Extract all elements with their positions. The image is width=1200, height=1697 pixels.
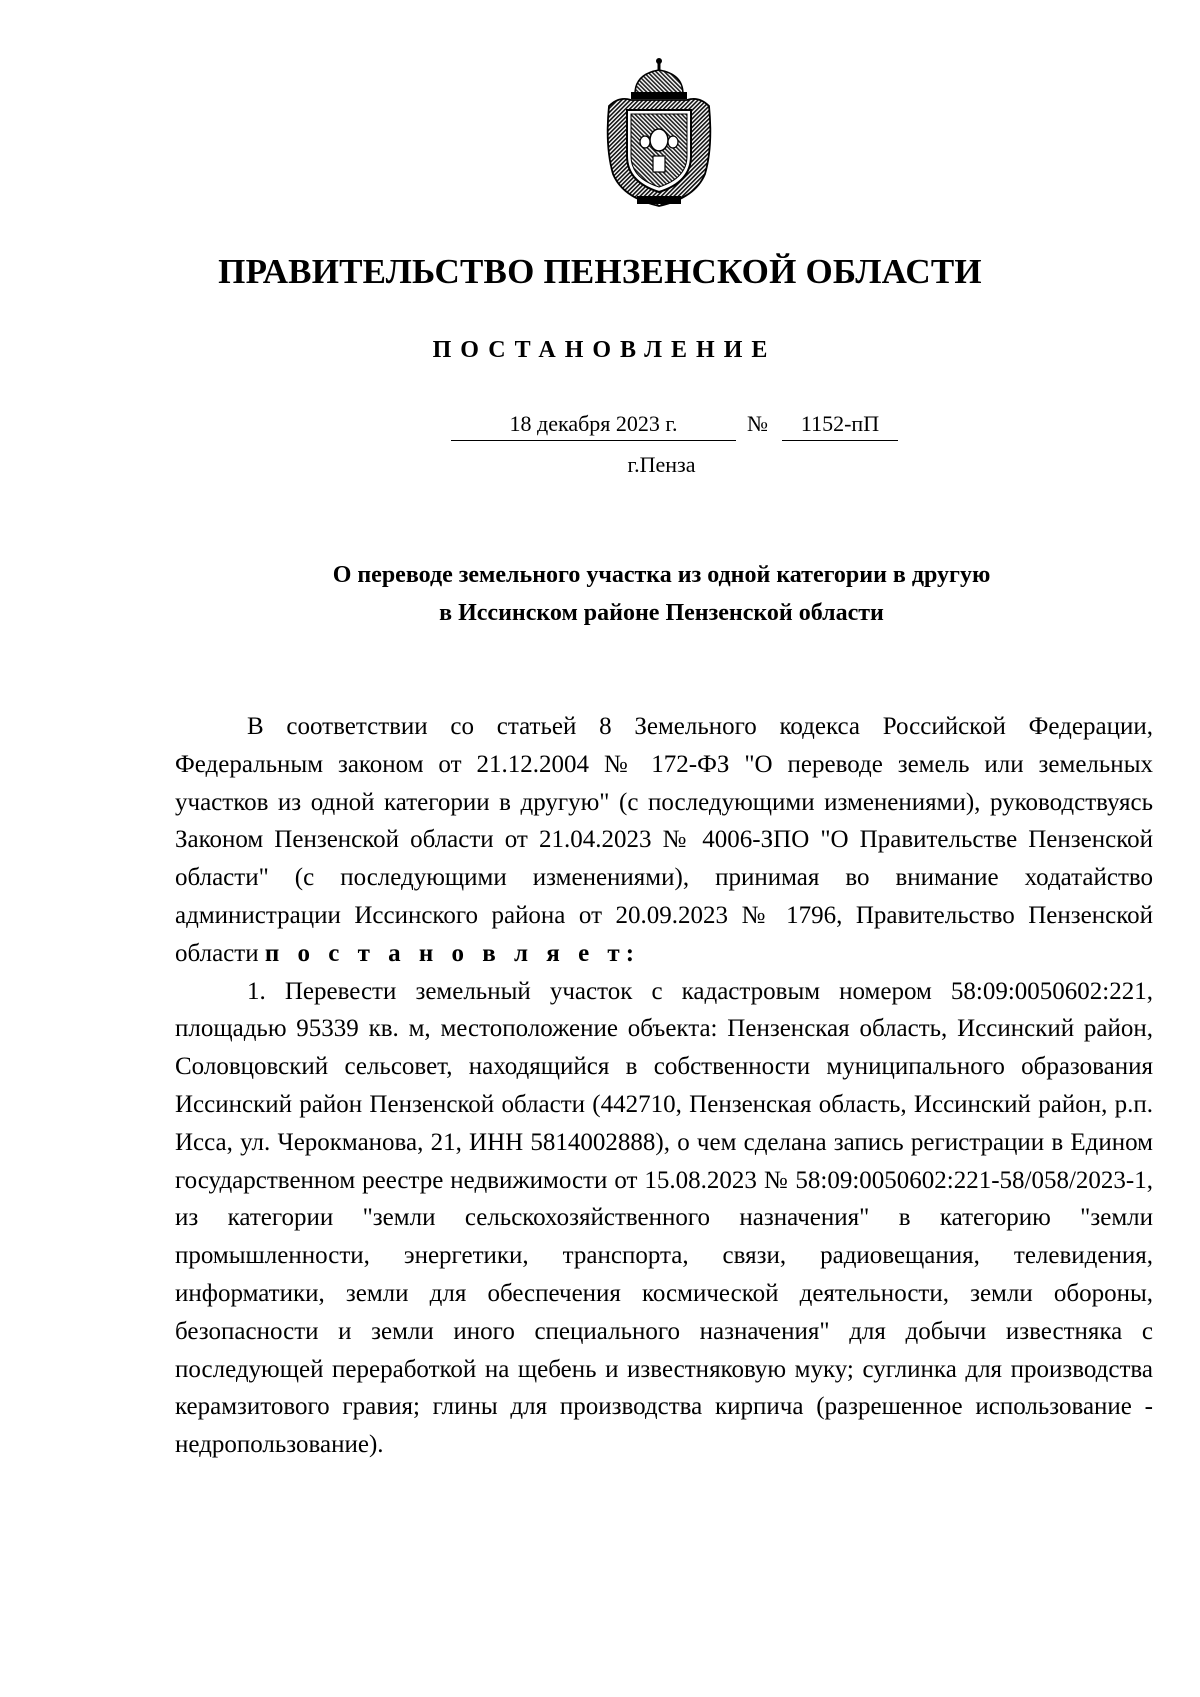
- document-number: 1152-пП: [782, 408, 898, 441]
- preamble-text: В соответствии со статьей 8 Земельного кодекса Российской Федерации, Федеральным законом от 21.12.2004 № 172-ФЗ "О переводе земель или земельных участков из одной категории в другую" (с последующими изменениями), руководствуясь Законом Пензенской области от 21.04.2023 № 4006-ЗПО "О Правительстве Пензенской области" (с последующими изменениями), принимая во внимание ходатайство администрации Иссинского района от 20.09.2023 № 1796, Правительство Пензенской области: [175, 713, 1153, 967]
- preamble-paragraph: [175, 708, 1153, 973]
- subject-line-1: О переводе земельного участка из одной категории в другую: [332, 562, 991, 588]
- document-type-heading: ПОСТАНОВЛЕНИЕ: [432, 337, 777, 363]
- document-body: [175, 708, 1153, 1464]
- document-city: г.Пенза: [627, 452, 696, 477]
- organization-title: ПРАВИТЕЛЬСТВО ПЕНЗЕНСКОЙ ОБЛАСТИ: [218, 252, 982, 291]
- penza-region-coat-of-arms-icon: [601, 56, 717, 208]
- resolves-word: п о с т а н о в л я е т:: [264, 939, 641, 967]
- item-1-paragraph: 1. Перевести земельный участок с кадастровым номером 58:09:0050602:221, площадью 95339 кв. м, местоположение объекта: Пензенская область, Иссинский район, Соловцовский сельсовет, находящийся в собственности муниципального образования Иссинский район Пензенской области (442710, Пензенская область, Иссинский район, р.п. Исса, ул. Черокманова, 21, ИНН 5814002888), о чем сделана запись регистрации в Едином государственном реестре недвижимости от 15.08.2023 № 58:09:0050602:221-58/058/2023-1, из категории "земли сельскохозяйственного назначения" в категорию "земли промышленности, энергетики, транспорта, связи, радиовещания, телевидения, информатики, земли для обеспечения космической деятельности, земли обороны, безопасности и земли иного специального назначения" для добычи известняка с последующей переработкой на щебень и известняковую муку; суглинка для производства керамзитового гравия; глины для производства кирпича (разрешенное использование - недропользование).: [175, 977, 1153, 1459]
- document-subject: [170, 556, 1153, 632]
- document-date: 18 декабря 2023 г.: [451, 408, 736, 441]
- subject-line-2: в Иссинском районе Пензенской области: [439, 600, 884, 626]
- number-sign: №: [747, 411, 768, 436]
